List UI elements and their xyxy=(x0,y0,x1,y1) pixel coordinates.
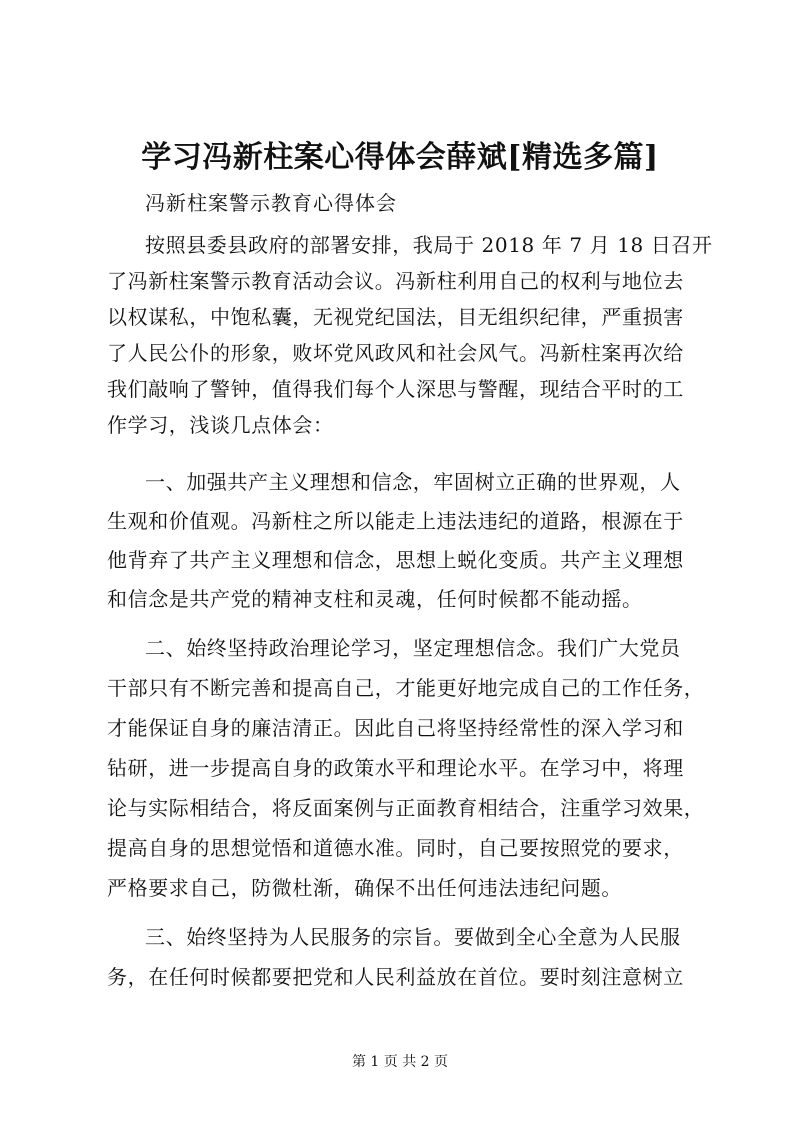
body-line: 作学习，浅谈几点体会： xyxy=(107,413,334,437)
body-line: 二、始终坚持政治理论学习，坚定理想信念。我们广大党员 xyxy=(145,636,681,660)
body-line: 按照县委县政府的部署安排，我局于 2018 年 7 月 18 日召开 xyxy=(145,233,713,257)
page-number: 第 1 页 共 2 页 xyxy=(351,1054,449,1070)
body-line: 才能保证自身的廉洁清正。因此自己将坚持经常性的深入学习和 xyxy=(107,716,684,740)
body-line: 提高自身的思想觉悟和道德水准。同时，自己要按照党的要求， xyxy=(107,836,684,860)
document-title: 学习冯新柱案心得体会薛斌[精选多篇] xyxy=(141,140,659,175)
document-subtitle: 冯新柱案警示教育心得体会 xyxy=(145,191,397,215)
body-line: 和信念是共产党的精神支柱和灵魂，任何时候都不能动摇。 xyxy=(107,587,643,611)
body-line: 严格要求自己，防微杜渐，确保不出任何违法违纪问题。 xyxy=(107,876,622,900)
body-line: 了人民公仆的形象，败坏党风政风和社会风气。冯新柱案再次给 xyxy=(107,341,684,365)
body-line: 务，在任何时候都要把党和人民利益放在首位。要时刻注意树立 xyxy=(107,965,684,989)
body-line: 三、始终坚持为人民服务的宗旨。要做到全心全意为人民服 xyxy=(145,925,681,949)
body-line: 一、加强共产主义理想和信念，牢固树立正确的世界观，人 xyxy=(145,470,681,494)
body-line: 论与实际相结合，将反面案例与正面教育相结合，注重学习效果， xyxy=(107,796,705,820)
body-line: 我们敲响了警钟，值得我们每个人深思与警醒，现结合平时的工 xyxy=(107,377,684,401)
body-line: 他背弃了共产主义理想和信念，思想上蜕化变质。共产主义理想 xyxy=(107,548,684,572)
body-line: 生观和价值观。冯新柱之所以能走上违法违纪的道路，根源在于 xyxy=(107,509,684,533)
body-line: 了冯新柱案警示教育活动会议。冯新柱利用自己的权利与地位去 xyxy=(107,269,684,293)
body-line: 以权谋私，中饱私囊，无视党纪国法，目无组织纪律，严重损害 xyxy=(107,305,684,329)
body-line: 干部只有不断完善和提高自己，才能更好地完成自己的工作任务， xyxy=(107,676,705,700)
body-line: 钻研，进一步提高自身的政策水平和理论水平。在学习中，将理 xyxy=(107,756,684,780)
